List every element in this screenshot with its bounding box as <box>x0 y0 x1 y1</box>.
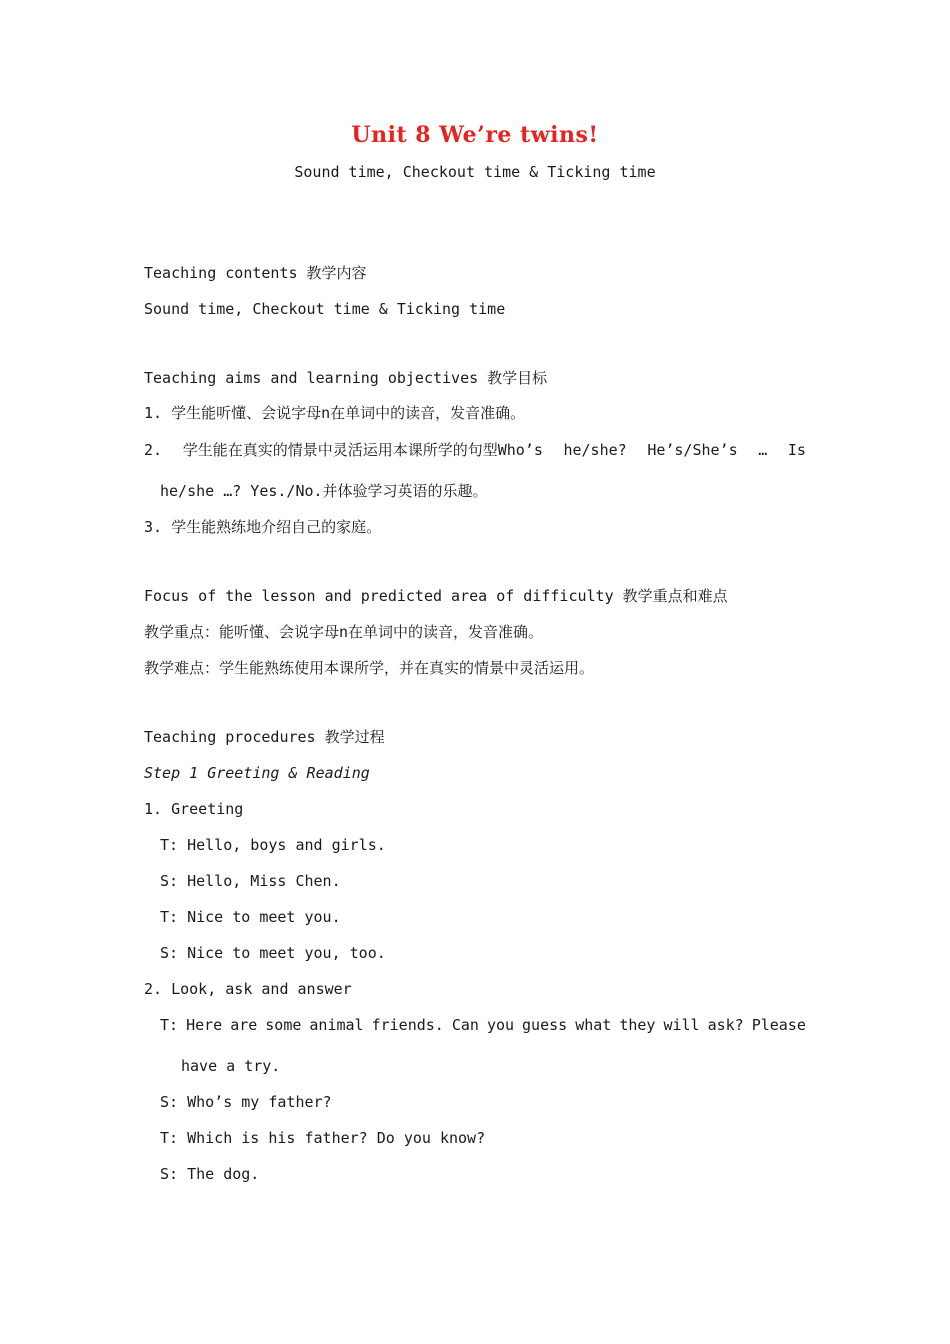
word: Is <box>787 441 806 459</box>
dialogue-line-justified <box>160 1015 806 1035</box>
aims-item-2-line-1 <box>144 440 806 460</box>
procedures-heading: Teaching procedures 教学过程 <box>144 728 385 746</box>
dialogue-line-continued: have a try. <box>181 1057 281 1075</box>
step-1-title: Step 1 Greeting & Reading <box>144 764 370 782</box>
aims-item-3: 3. 学生能熟练地介绍自己的家庭。 <box>144 518 382 536</box>
aims-heading: Teaching aims and learning objectives 教学目标 <box>144 369 548 387</box>
word: are <box>230 1016 258 1034</box>
greeting-title: 1. Greeting <box>144 800 244 818</box>
word: Here <box>186 1016 223 1034</box>
aims-item-2-line-2: he/she …? Yes./No.并体验学习英语的乐趣。 <box>160 482 488 500</box>
dialogue-line: S: Who’s my father? <box>160 1093 332 1111</box>
word: ask? <box>707 1016 744 1034</box>
look-ask-answer-title: 2. Look, ask and answer <box>144 980 352 998</box>
dialogue-line: S: Nice to meet you, too. <box>160 944 386 962</box>
focus-difficulty: 教学难点：学生能熟练使用本课所学，并在真实的情景中灵活运用。 <box>144 659 595 677</box>
word: guess <box>522 1016 568 1034</box>
page-subtitle: Sound time, Checkout time & Ticking time <box>294 163 656 181</box>
word: Please <box>751 1016 806 1034</box>
word: T: <box>160 1016 179 1034</box>
word: 学生能在真实的情景中灵活运用本课所学的句型Who’s <box>182 441 543 459</box>
word: He’s/She’s <box>647 441 738 459</box>
contents-body: Sound time, Checkout time & Ticking time <box>144 300 506 318</box>
word: they <box>619 1016 656 1034</box>
word: Can <box>451 1016 479 1034</box>
word: he/she? <box>563 441 627 459</box>
dialogue-line: S: The dog. <box>160 1165 260 1183</box>
focus-heading: Focus of the lesson and predicted area of difficulty 教学重点和难点 <box>144 587 728 605</box>
dialogue-line: T: Hello, boys and girls. <box>160 836 386 854</box>
word: 2. <box>144 441 163 459</box>
word: … <box>758 441 768 459</box>
word: friends. <box>371 1016 444 1034</box>
word: what <box>575 1016 612 1034</box>
dialogue-line: T: Nice to meet you. <box>160 908 341 926</box>
word: will <box>663 1016 700 1034</box>
focus-key-point: 教学重点：能听懂、会说字母n在单词中的读音，发音准确。 <box>144 623 544 641</box>
word: you <box>486 1016 515 1034</box>
dialogue-line: T: Which is his father? Do you know? <box>160 1129 486 1147</box>
dialogue-line: S: Hello, Miss Chen. <box>160 872 341 890</box>
word: animal <box>309 1016 364 1034</box>
page-title: Unit 8 We’re twins! <box>351 122 599 148</box>
contents-heading: Teaching contents 教学内容 <box>144 264 367 282</box>
aims-item-1: 1. 学生能听懂、会说字母n在单词中的读音，发音准确。 <box>144 404 526 422</box>
word: some <box>265 1016 302 1034</box>
